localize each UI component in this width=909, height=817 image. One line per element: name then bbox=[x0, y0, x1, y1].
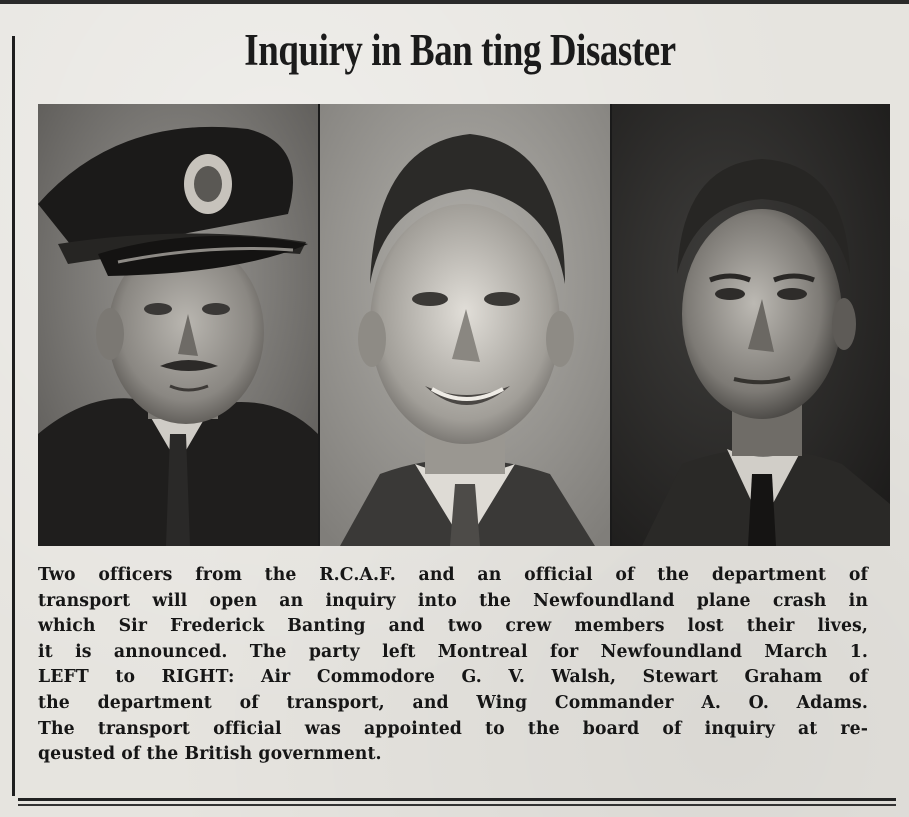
top-rule bbox=[0, 0, 909, 4]
photo-right-man bbox=[612, 104, 890, 546]
caption-line: which Sir Frederick Banting and two crew members lost their lives, bbox=[38, 616, 868, 637]
bottom-rule-secondary bbox=[18, 804, 896, 806]
caption-line: LEFT to RIGHT: Air Commodore G. V. Walsh, Stewart Graham of bbox=[38, 667, 868, 688]
caption-line: Two officers from the R.C.A.F. and an official of the department of bbox=[38, 565, 868, 585]
bottom-rule bbox=[18, 798, 896, 801]
left-column-rule bbox=[12, 36, 15, 796]
photo-caption bbox=[38, 563, 868, 768]
headline: Inquiry in Ban ting Disaster bbox=[244, 25, 676, 75]
caption-line: it is announced. The party left Montreal for Newfoundland March 1. bbox=[38, 641, 868, 662]
caption-line: transport will open an inquiry into the Newfoundland plane crash in bbox=[38, 590, 868, 611]
photo-left-officer bbox=[38, 104, 318, 546]
caption-line: the department of transport, and Wing Commander A. O. Adams. bbox=[38, 692, 868, 713]
caption-line: The transport official was appointed to the board of inquiry at re- bbox=[38, 718, 868, 739]
photo-center-man bbox=[320, 104, 610, 546]
photo-strip bbox=[38, 104, 890, 546]
caption-line: qeusted of the British government. bbox=[38, 744, 382, 765]
